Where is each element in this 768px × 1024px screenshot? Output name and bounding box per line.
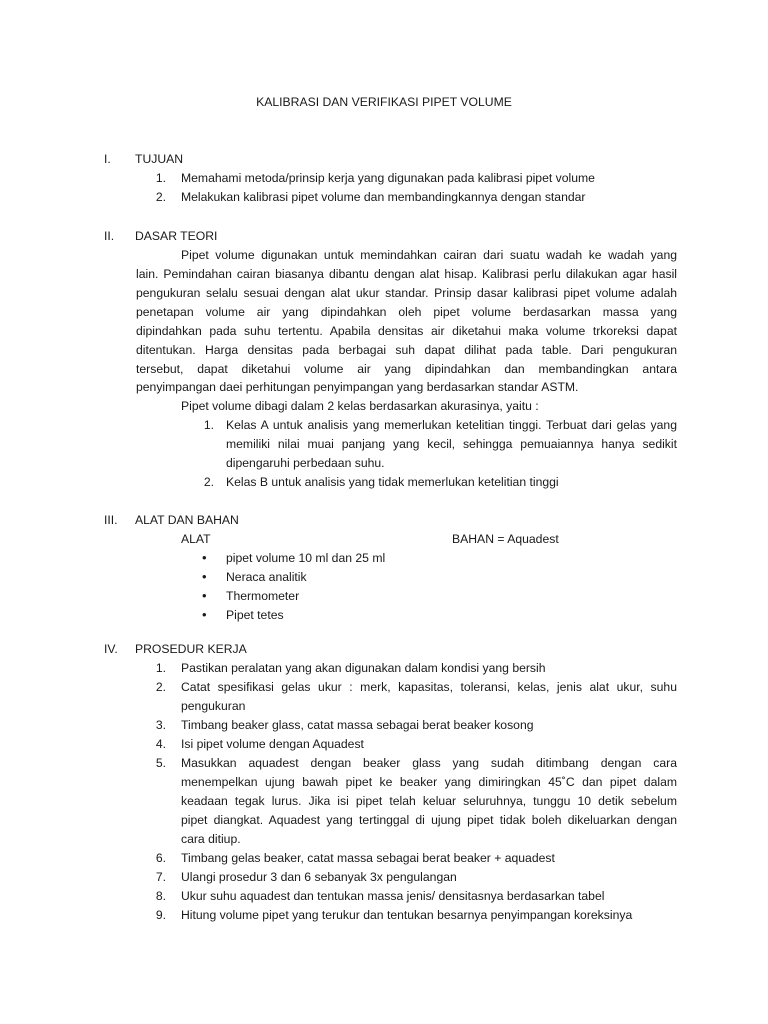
list-item-number: 2. — [155, 190, 166, 204]
bullet-icon: • — [202, 569, 207, 584]
list-item-text: Ukur suhu aquadest dan tentukan massa jenis/ densitasnya berdasarkan tabel — [181, 889, 605, 903]
bullet-icon: • — [202, 588, 207, 603]
list-item-text: menempelkan ujung bawah pipet ke beaker yang dimiringkan 45˚C dan pipet dalam — [181, 775, 677, 789]
list-item-text: Timbang beaker glass, catat massa sebagai berat beaker kosong — [181, 718, 534, 732]
list-item-number: 1. — [155, 661, 166, 675]
list-item-number: 4. — [155, 737, 166, 751]
list-item-text: Neraca analitik — [226, 570, 307, 584]
list-item-number: 9. — [155, 908, 166, 922]
list-item-number: 2. — [203, 475, 214, 489]
list-item-number: 1. — [155, 171, 166, 185]
section-title: TUJUAN — [135, 152, 184, 166]
section-number: I. — [104, 152, 111, 166]
list-item-text: memiliki nilai muai panjang yang kecil, sehingga pemuaiannya hanya sedikit — [226, 437, 677, 451]
bullet-icon: • — [202, 607, 207, 622]
paragraph-line: pengukuran selalu sesuai dengan alat ukur standar. Prinsip dasar kalibrasi pipet volume adalah — [136, 286, 677, 300]
list-item-text: Catat spesifikasi gelas ukur : merk, kapasitas, toleransi, kelas, jenis alat ukur, suhu — [181, 680, 677, 694]
list-item-text: Memahami metoda/prinsip kerja yang digunakan pada kalibrasi pipet volume — [181, 171, 595, 185]
list-item-text: Isi pipet volume dengan Aquadest — [181, 737, 364, 751]
list-item-text: Timbang gelas beaker, catat massa sebagai berat beaker + aquadest — [181, 851, 555, 865]
list-item-text: Hitung volume pipet yang terukur dan tentukan besarnya penyimpangan koreksinya — [181, 908, 633, 922]
list-item-text: cara ditiup. — [181, 832, 241, 846]
alat-label: ALAT — [181, 532, 211, 546]
list-item-text: pipet diangkat. Aquadest yang tertinggal di ujung pipet tidak boleh dikeluarkan dengan — [181, 813, 677, 827]
bullet-icon: • — [202, 550, 207, 565]
list-item-text: Masukkan aquadest dengan beaker glass yang sudah ditimbang dengan cara — [181, 756, 677, 770]
section-title: PROSEDUR KERJA — [135, 642, 247, 656]
list-item-text: Pipet tetes — [226, 608, 284, 622]
list-item-number: 8. — [155, 889, 166, 903]
paragraph-line: Pipet volume dibagi dalam 2 kelas berdasarkan akurasinya, yaitu : — [181, 399, 539, 413]
paragraph-line: lain. Pemindahan cairan biasanya dibantu dengan alat hisap. Kalibrasi perlu dilakukan agar hasil — [136, 267, 677, 281]
list-item-number: 1. — [203, 418, 214, 432]
section-title: DASAR TEORI — [135, 229, 218, 243]
paragraph-line: penetapan volume air yang dipindahkan oleh pipet volume berdasarkan massa yang — [136, 305, 677, 319]
list-item-text: keadaan tegak lurus. Jika isi pipet telah keluar seluruhnya, tunggu 10 detik sebelum — [181, 794, 677, 808]
section-number: IV. — [104, 642, 118, 656]
list-item-number: 7. — [155, 870, 166, 884]
paragraph-line: ditentukan. Harga densitas pada berbagai suh dapat dilihat pada table. Dari pengukuran — [136, 343, 677, 357]
paragraph-line: dipindahkan pada suhu tertentu. Apabila densitas air diketahui maka volume trkoreksi dapat — [136, 324, 677, 338]
document-title: KALIBRASI DAN VERIFIKASI PIPET VOLUME — [256, 95, 512, 109]
list-item-text: dipengaruhi perbedaan suhu. — [226, 456, 385, 470]
section-title: ALAT DAN BAHAN — [135, 513, 239, 527]
list-item-text: Ulangi prosedur 3 dan 6 sebanyak 3x pengulangan — [181, 870, 457, 884]
list-item-number: 6. — [155, 851, 166, 865]
bahan-label: BAHAN = Aquadest — [452, 532, 559, 546]
list-item-text: pipet volume 10 ml dan 25 ml — [226, 551, 386, 565]
list-item-text: Kelas B untuk analisis yang tidak memerlukan ketelitian tinggi — [226, 475, 559, 489]
paragraph-line: penyimpangan daei perhitungan penyimpangan yang berdasarkan standar ASTM. — [136, 380, 579, 394]
list-item-number: 5. — [155, 756, 166, 770]
list-item-text: Thermometer — [226, 589, 300, 603]
section-number: II. — [104, 229, 115, 243]
list-item-text: Kelas A untuk analisis yang memerlukan ketelitian tinggi. Terbuat dari gelas yang — [226, 418, 677, 432]
paragraph-line: tersebut, dapat diketahui volume air yang dipindahkan dan membandingkan antara — [136, 362, 677, 376]
paragraph-line: Pipet volume digunakan untuk memindahkan cairan dari suatu wadah ke wadah yang — [181, 248, 677, 262]
list-item-text: pengukuran — [181, 699, 246, 713]
list-item-number: 3. — [155, 718, 166, 732]
list-item-text: Pastikan peralatan yang akan digunakan dalam kondisi yang bersih — [181, 661, 546, 675]
list-item-text: Melakukan kalibrasi pipet volume dan membandingkannya dengan standar — [181, 190, 586, 204]
section-number: III. — [104, 513, 118, 527]
list-item-number: 2. — [155, 680, 166, 694]
